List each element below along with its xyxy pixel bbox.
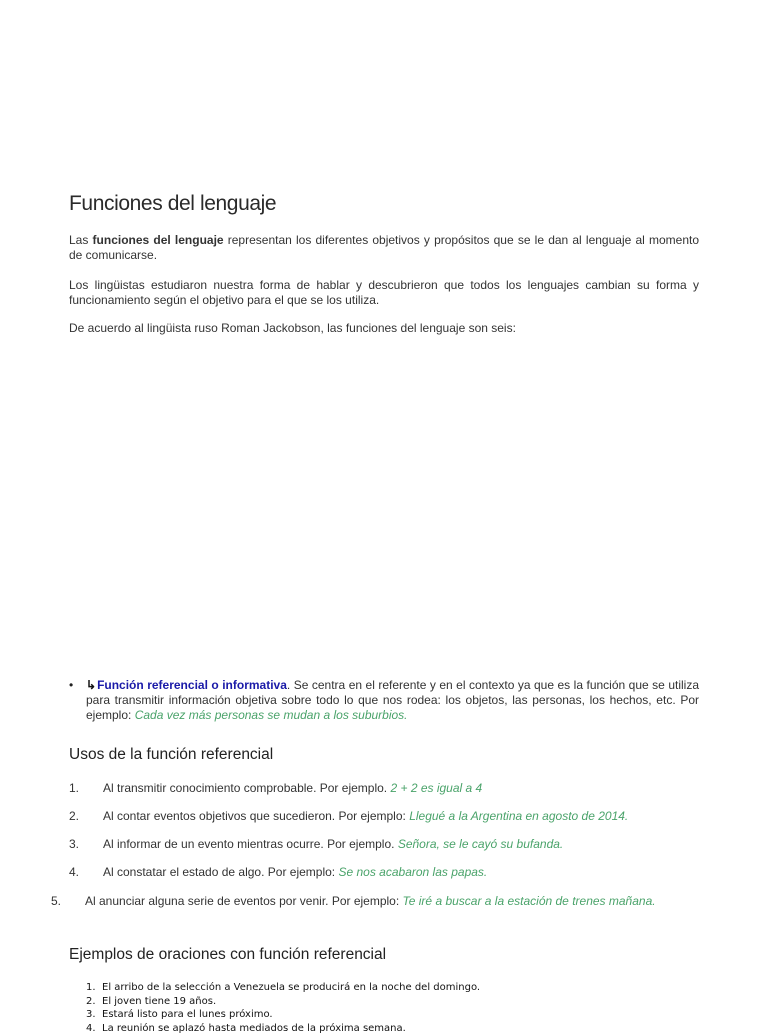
bullet-dot: • <box>69 678 73 693</box>
uso-text: Al anunciar alguna serie de eventos por venir. Por ejemplo: <box>85 894 403 908</box>
list-number: 3. <box>69 837 103 851</box>
page-title: Funciones del lenguaje <box>69 192 276 216</box>
ejemplo-text: El joven tiene 19 años. <box>102 996 216 1007</box>
list-item <box>86 995 686 1009</box>
uso-example: Señora, se le cayó su bufanda. <box>398 837 563 851</box>
uso-text: Al contar eventos objetivos que sucedieron. Por ejemplo: <box>103 809 409 823</box>
list-number: 1. <box>69 781 103 795</box>
intro-paragraph-3: De acuerdo al lingüista ruso Roman Jackobson, las funciones del lenguaje son seis: <box>69 321 699 336</box>
usos-heading: Usos de la función referencial <box>69 746 273 764</box>
ejemplos-list <box>86 981 686 1035</box>
ejemplos-heading: Ejemplos de oraciones con función referencial <box>69 946 386 964</box>
usos-list-item <box>69 865 699 879</box>
uso-example: Llegué a la Argentina en agosto de 2014. <box>409 809 628 823</box>
usos-list-item <box>69 837 699 851</box>
uso-example: Se nos acabaron las papas. <box>338 865 487 879</box>
uso-text: Al constatar el estado de algo. Por ejemplo: <box>103 865 338 879</box>
referencial-function-link[interactable]: Función referencial o informativa <box>97 678 287 692</box>
list-number: 3. <box>86 1008 102 1022</box>
referencial-description: . Se centra en el referente y en el contexto ya que es la función que se utiliza para transmitir información objetiva sobre todo lo que nos rodea: los objetos, las personas, los hechos, etc. Por ejemplo: <box>86 678 699 722</box>
usos-list-item <box>69 809 699 823</box>
intro-paragraph-2: Los lingüistas estudiaron nuestra forma de hablar y descubrieron que todos los lenguajes cambian su forma y funcionamiento según el objetivo para el que se los utiliza. <box>69 278 699 308</box>
uso-text: Al transmitir conocimiento comprobable. Por ejemplo. <box>103 781 390 795</box>
intro-text-end: representan los diferentes objetivos y propósitos que se le dan al lenguaje al momento de comunicarse. <box>69 233 699 262</box>
intro-text-start: Las <box>69 233 93 247</box>
list-item <box>86 1008 686 1022</box>
list-number: 2. <box>86 995 102 1009</box>
list-number: 1. <box>86 981 102 995</box>
ejemplo-text: La reunión se aplazó hasta mediados de la próxima semana. <box>102 1023 406 1034</box>
list-number: 4. <box>86 1022 102 1035</box>
arrow-right-hook-icon: ↳ <box>86 678 96 692</box>
intro-bold-term: funciones del lenguaje <box>93 233 224 247</box>
list-number: 4. <box>69 865 103 879</box>
list-number: 2. <box>69 809 103 823</box>
list-number: 5. <box>51 894 85 908</box>
uso-example: 2 + 2 es igual a 4 <box>390 781 482 795</box>
ejemplo-text: Estará listo para el lunes próximo. <box>102 1009 273 1020</box>
ejemplo-text: El arribo de la selección a Venezuela se producirá en la noche del domingo. <box>102 982 480 993</box>
referencial-example: Cada vez más personas se mudan a los suburbios. <box>135 708 408 722</box>
uso-text: Al informar de un evento mientras ocurre. Por ejemplo. <box>103 837 398 851</box>
list-item <box>86 981 686 995</box>
usos-list-item <box>69 781 699 795</box>
usos-list-item <box>69 894 681 908</box>
uso-example: Te iré a buscar a la estación de trenes mañana. <box>403 894 656 908</box>
referencial-bullet-item <box>86 678 699 723</box>
intro-paragraph-1 <box>69 233 699 263</box>
